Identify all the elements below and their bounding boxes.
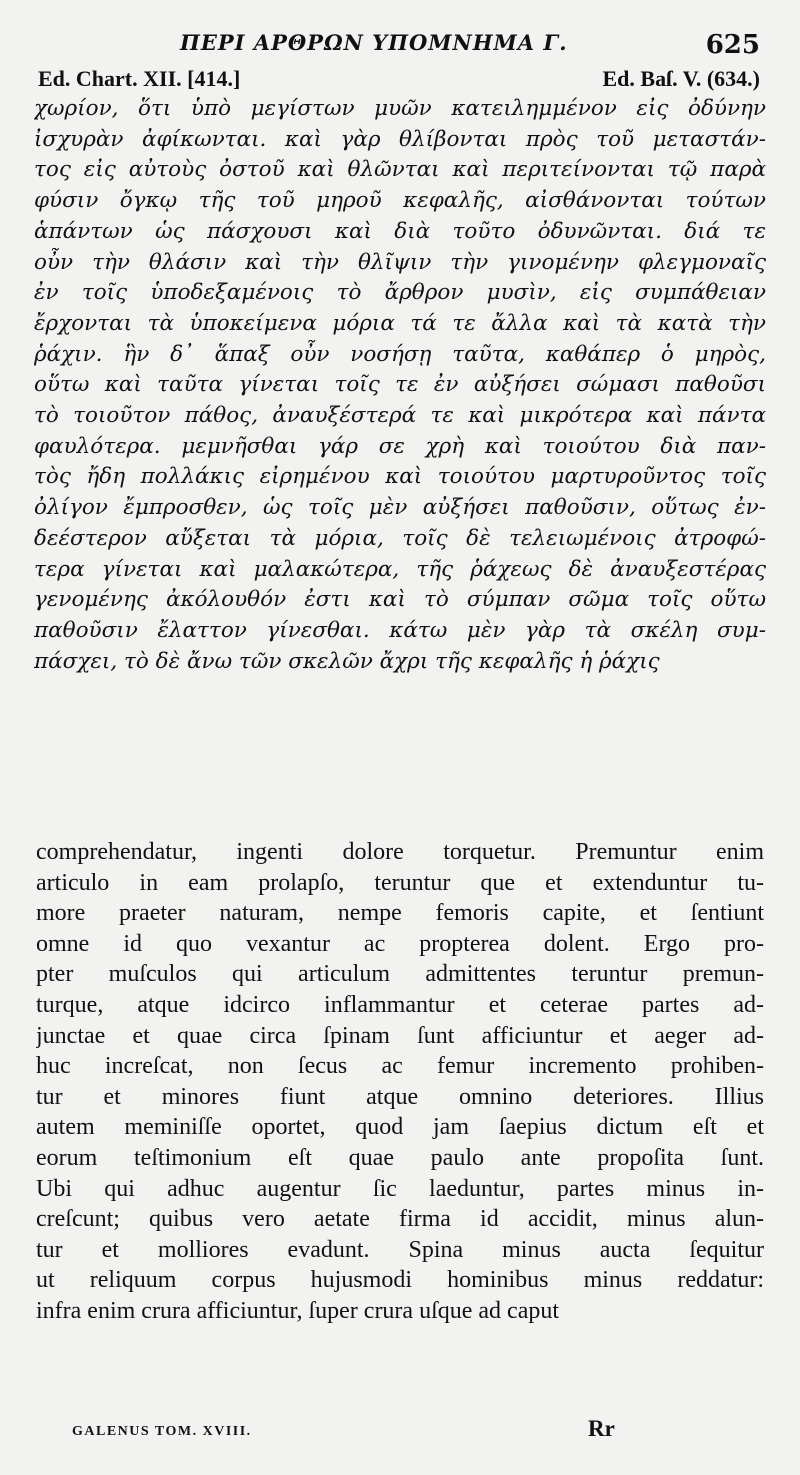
latin-text-line: comprehendatur, ingenti dolore torquetur. Premuntur enim xyxy=(36,839,764,865)
page-number: 625 xyxy=(705,30,760,60)
latin-text-block xyxy=(36,837,764,1327)
greek-text-line: δεέστερον αὔξεται τὰ μόρια, τοῖς δὲ τελειωμένοις ἀτροφώ- xyxy=(34,525,766,551)
latin-text-line: autem meminiſſe oportet, quod jam ſaepius dictum eſt et xyxy=(36,1114,764,1141)
latin-text-line: infra enim crura afficiuntur, ſuper crura uſque ad caput xyxy=(36,1297,560,1324)
latin-text-line: more praeter naturam, nempe femoris capite, et ſentiunt xyxy=(36,900,764,927)
latin-text-line: creſcunt; quibus vero aetate firma id accidit, minus alun- xyxy=(36,1206,764,1233)
latin-text-line: huc increſcat, non ſecus ac femur incremento prohiben- xyxy=(36,1053,764,1080)
greek-text-line: χωρίον, ὅτι ὑπὸ μεγίστων μυῶν κατειλημμένον εἰς ὀδύνην xyxy=(34,96,766,121)
latin-text-line: articulo in eam prolapſo, teruntur que et extenduntur tu- xyxy=(36,869,764,896)
latin-text-line: tur et minores fiunt atque omnino deteriores. Illius xyxy=(36,1083,764,1110)
greek-text-line: οὖν τὴν θλάσιν καὶ τὴν θλῖψιν τὴν γινομένην φλεγμοναῖς xyxy=(34,249,766,275)
running-title: ΠΕΡΙ ΑΡΘΡΩΝ ΥΠΟΜΝΗΜΑ Γ. xyxy=(180,30,568,55)
greek-text-line: τὸ τοιοῦτον πάθος, ἀναυξέστερά τε καὶ μικρότερα καὶ πάντα xyxy=(34,403,766,429)
greek-text-line: γενομένης ἀκόλουθόν ἐστι καὶ τὸ σύμπαν σῶμα τοῖς οὕτω xyxy=(34,587,766,613)
greek-text-line: τὸς ἤδη πολλάκις εἰρημένου καὶ τοιούτου μαρτυροῦντος τοῖς xyxy=(34,464,766,490)
latin-text-line: turque, atque idcirco inflammantur et ceterae partes ad- xyxy=(36,991,764,1018)
edition-reference-chartier: Ed. Chart. XII. [414.] xyxy=(38,66,241,91)
greek-text-line: παθοῦσιν ἔλαττον γίνεσθαι. κάτω μὲν γὰρ τὰ σκέλη συμ- xyxy=(34,617,766,643)
greek-text-line: ἔρχονται τὰ ὑποκείμενα μόρια τά τε ἄλλα καὶ τὰ κατὰ τὴν xyxy=(34,310,766,336)
gathering-mark: Rr xyxy=(588,1416,615,1441)
edition-reference-basel: Ed. Baſ. V. (634.) xyxy=(602,66,760,91)
greek-text-line: ῥάχιν. ἣν δ᾽ ἅπαξ οὖν νοσήσῃ ταῦτα, καθάπερ ὁ μηρὸς, xyxy=(34,341,766,367)
latin-text-line: ut reliquum corpus hujusmodi hominibus minus reddatur: xyxy=(36,1267,764,1294)
latin-text-line: junctae et quae circa ſpinam ſunt afficiuntur et aeger ad- xyxy=(36,1022,764,1049)
greek-text-block xyxy=(34,94,766,677)
greek-text-line: ὀλίγον ἔμπροσθεν, ὡς τοῖς μὲν αὐξήσει παθοῦσιν, οὕτως ἐν- xyxy=(34,495,766,521)
latin-text-line: pter muſculos qui articulum admittentes teruntur premun- xyxy=(36,961,764,988)
latin-text-line: eorum teſtimonium eſt quae paulo ante propoſita ſunt. xyxy=(36,1144,764,1171)
greek-text-line: τερα γίνεται καὶ μαλακώτερα, τῆς ῥάχεως δὲ ἀναυξεστέρας xyxy=(34,556,766,582)
greek-text-line: φαυλότερα. μεμνῆσθαι γάρ σε χρὴ καὶ τοιούτου διὰ παν- xyxy=(34,433,766,459)
greek-text-line: φύσιν ὄγκῳ τῆς τοῦ μηροῦ κεφαλῆς, αἰσθάνονται τούτων xyxy=(34,188,766,214)
signature-footer: GALENUS TOM. XVIII. xyxy=(72,1424,252,1439)
greek-text-line: ἐν τοῖς ὑποδεξαμένοις τὸ ἄρθρον μυσὶν, εἰς συμπάθειαν xyxy=(34,280,766,306)
greek-text-line: πάσχει, τὸ δὲ ἄνω τῶν σκελῶν ἄχρι τῆς κεφαλῆς ἡ ῥάχις xyxy=(34,648,660,674)
greek-text-line: οὕτω καὶ ταῦτα γίνεται τοῖς τε ἐν αὐξήσει σώμασι παθοῦσι xyxy=(34,372,766,398)
greek-text-line: τος εἰς αὐτοὺς ὀστοῦ καὶ θλῶνται καὶ περιτείνονται τῷ παρὰ xyxy=(34,157,766,183)
greek-text-line: ἰσχυρὰν ἀφίκωνται. καὶ γὰρ θλίβονται πρὸς τοῦ μεταστάν- xyxy=(34,126,766,152)
latin-text-line: omne id quo vexantur ac propterea dolent. Ergo pro- xyxy=(36,930,764,957)
greek-text-line: ἁπάντων ὡς πάσχουσι καὶ διὰ τοῦτο ὀδυνῶνται. διά τε xyxy=(34,218,766,244)
latin-text-line: Ubi qui adhuc augentur ſic laeduntur, partes minus in- xyxy=(36,1175,764,1202)
latin-text-line: tur et molliores evadunt. Spina minus aucta ſequitur xyxy=(36,1236,764,1263)
